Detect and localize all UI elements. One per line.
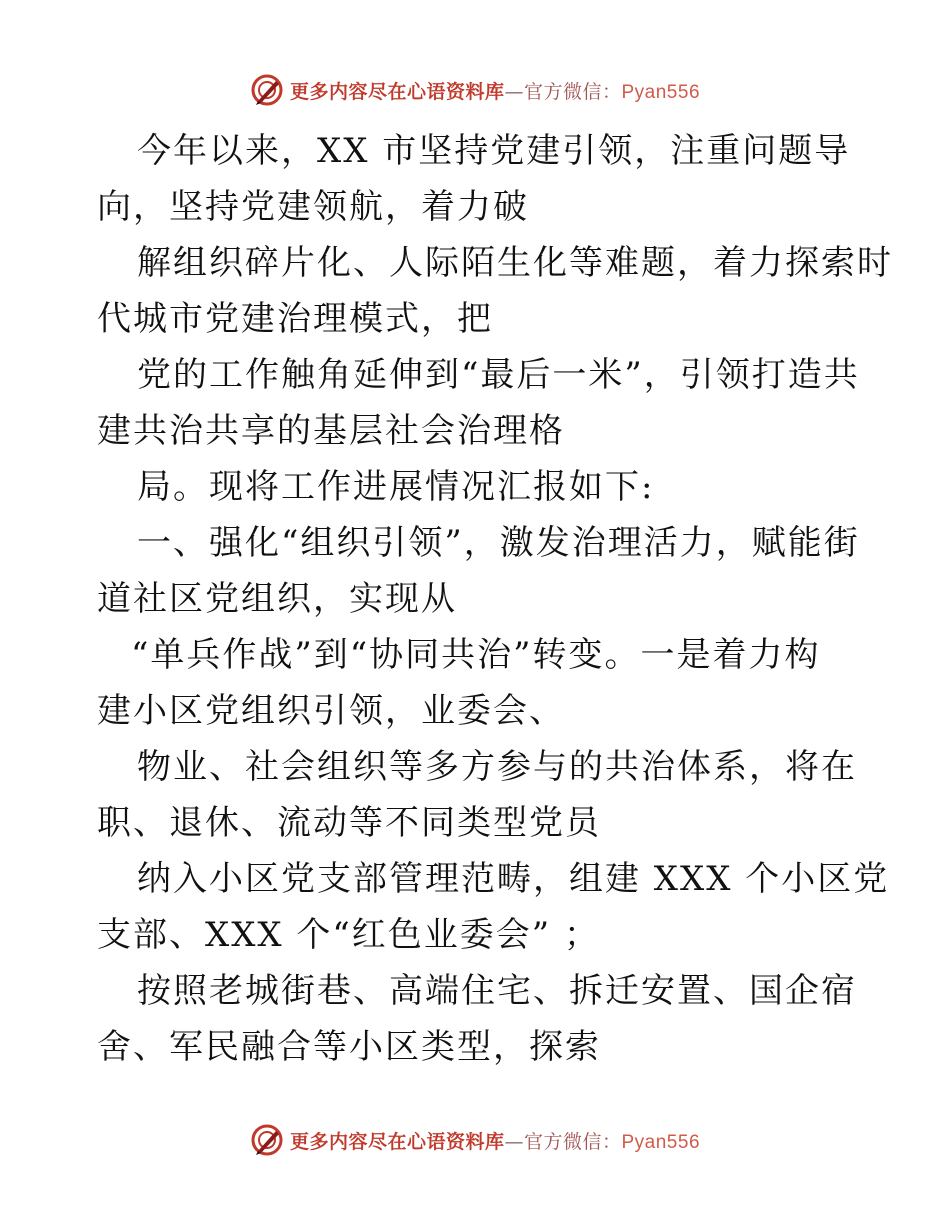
- document-line: 舍、军民融合等小区类型，探索: [97, 1027, 601, 1067]
- document-line: 职、退休、流动等不同类型党员: [97, 803, 601, 843]
- banner-main-text: 更多内容尽在心语资料库: [289, 80, 505, 103]
- document-line: 向，坚持党建领航，着力破: [97, 187, 529, 227]
- document-line: 党的工作触角延伸到“最后一米”，引领打造共: [137, 355, 860, 395]
- banner-dash: —: [504, 80, 524, 103]
- document-line: 局。现将工作进展情况汇报如下:: [137, 467, 655, 507]
- footer-watermark-banner: [0, 1120, 950, 1160]
- banner-wechat-id: Pyan556: [621, 1131, 701, 1153]
- document-body: [97, 123, 893, 1075]
- document-line: 建小区党组织引领，业委会、: [97, 691, 565, 731]
- document-line: 解组织碎片化、人际陌生化等难题，着力探索时: [137, 243, 893, 283]
- document-line: 按照老城街巷、高端住宅、拆迁安置、国企宿: [137, 971, 857, 1011]
- banner-dash: —: [504, 1130, 524, 1153]
- document-line: “单兵作战”到“协同共治”转变。一是着力构: [131, 635, 821, 675]
- pen-circle-logo-icon: [250, 73, 284, 107]
- banner-wechat-label: 官方微信：: [523, 80, 622, 103]
- banner-wechat-id: Pyan556: [621, 81, 701, 103]
- banner-text: [290, 1127, 700, 1154]
- document-line: 支部、XXX 个“红色业委会” ；: [97, 915, 600, 955]
- document-line: 纳入小区党支部管理范畴，组建 XXX 个小区党: [137, 859, 890, 899]
- document-line: 建共治共享的基层社会治理格: [97, 411, 565, 451]
- document-line: 物业、社会组织等多方参与的共治体系，将在: [137, 747, 857, 787]
- pen-circle-logo-icon: [250, 1123, 284, 1157]
- document-line: 一、强化“组织引领”，激发治理活力，赋能街: [137, 523, 860, 563]
- banner-wechat-label: 官方微信：: [523, 1130, 622, 1153]
- document-line: 今年以来，XX 市坚持党建引领，注重问题导: [137, 131, 851, 171]
- banner-main-text: 更多内容尽在心语资料库: [289, 1130, 505, 1153]
- banner-text: [290, 77, 700, 104]
- header-watermark-banner: [0, 70, 950, 110]
- document-line: 代城市党建治理模式，把: [97, 299, 493, 339]
- document-line: 道社区党组织，实现从: [97, 579, 457, 619]
